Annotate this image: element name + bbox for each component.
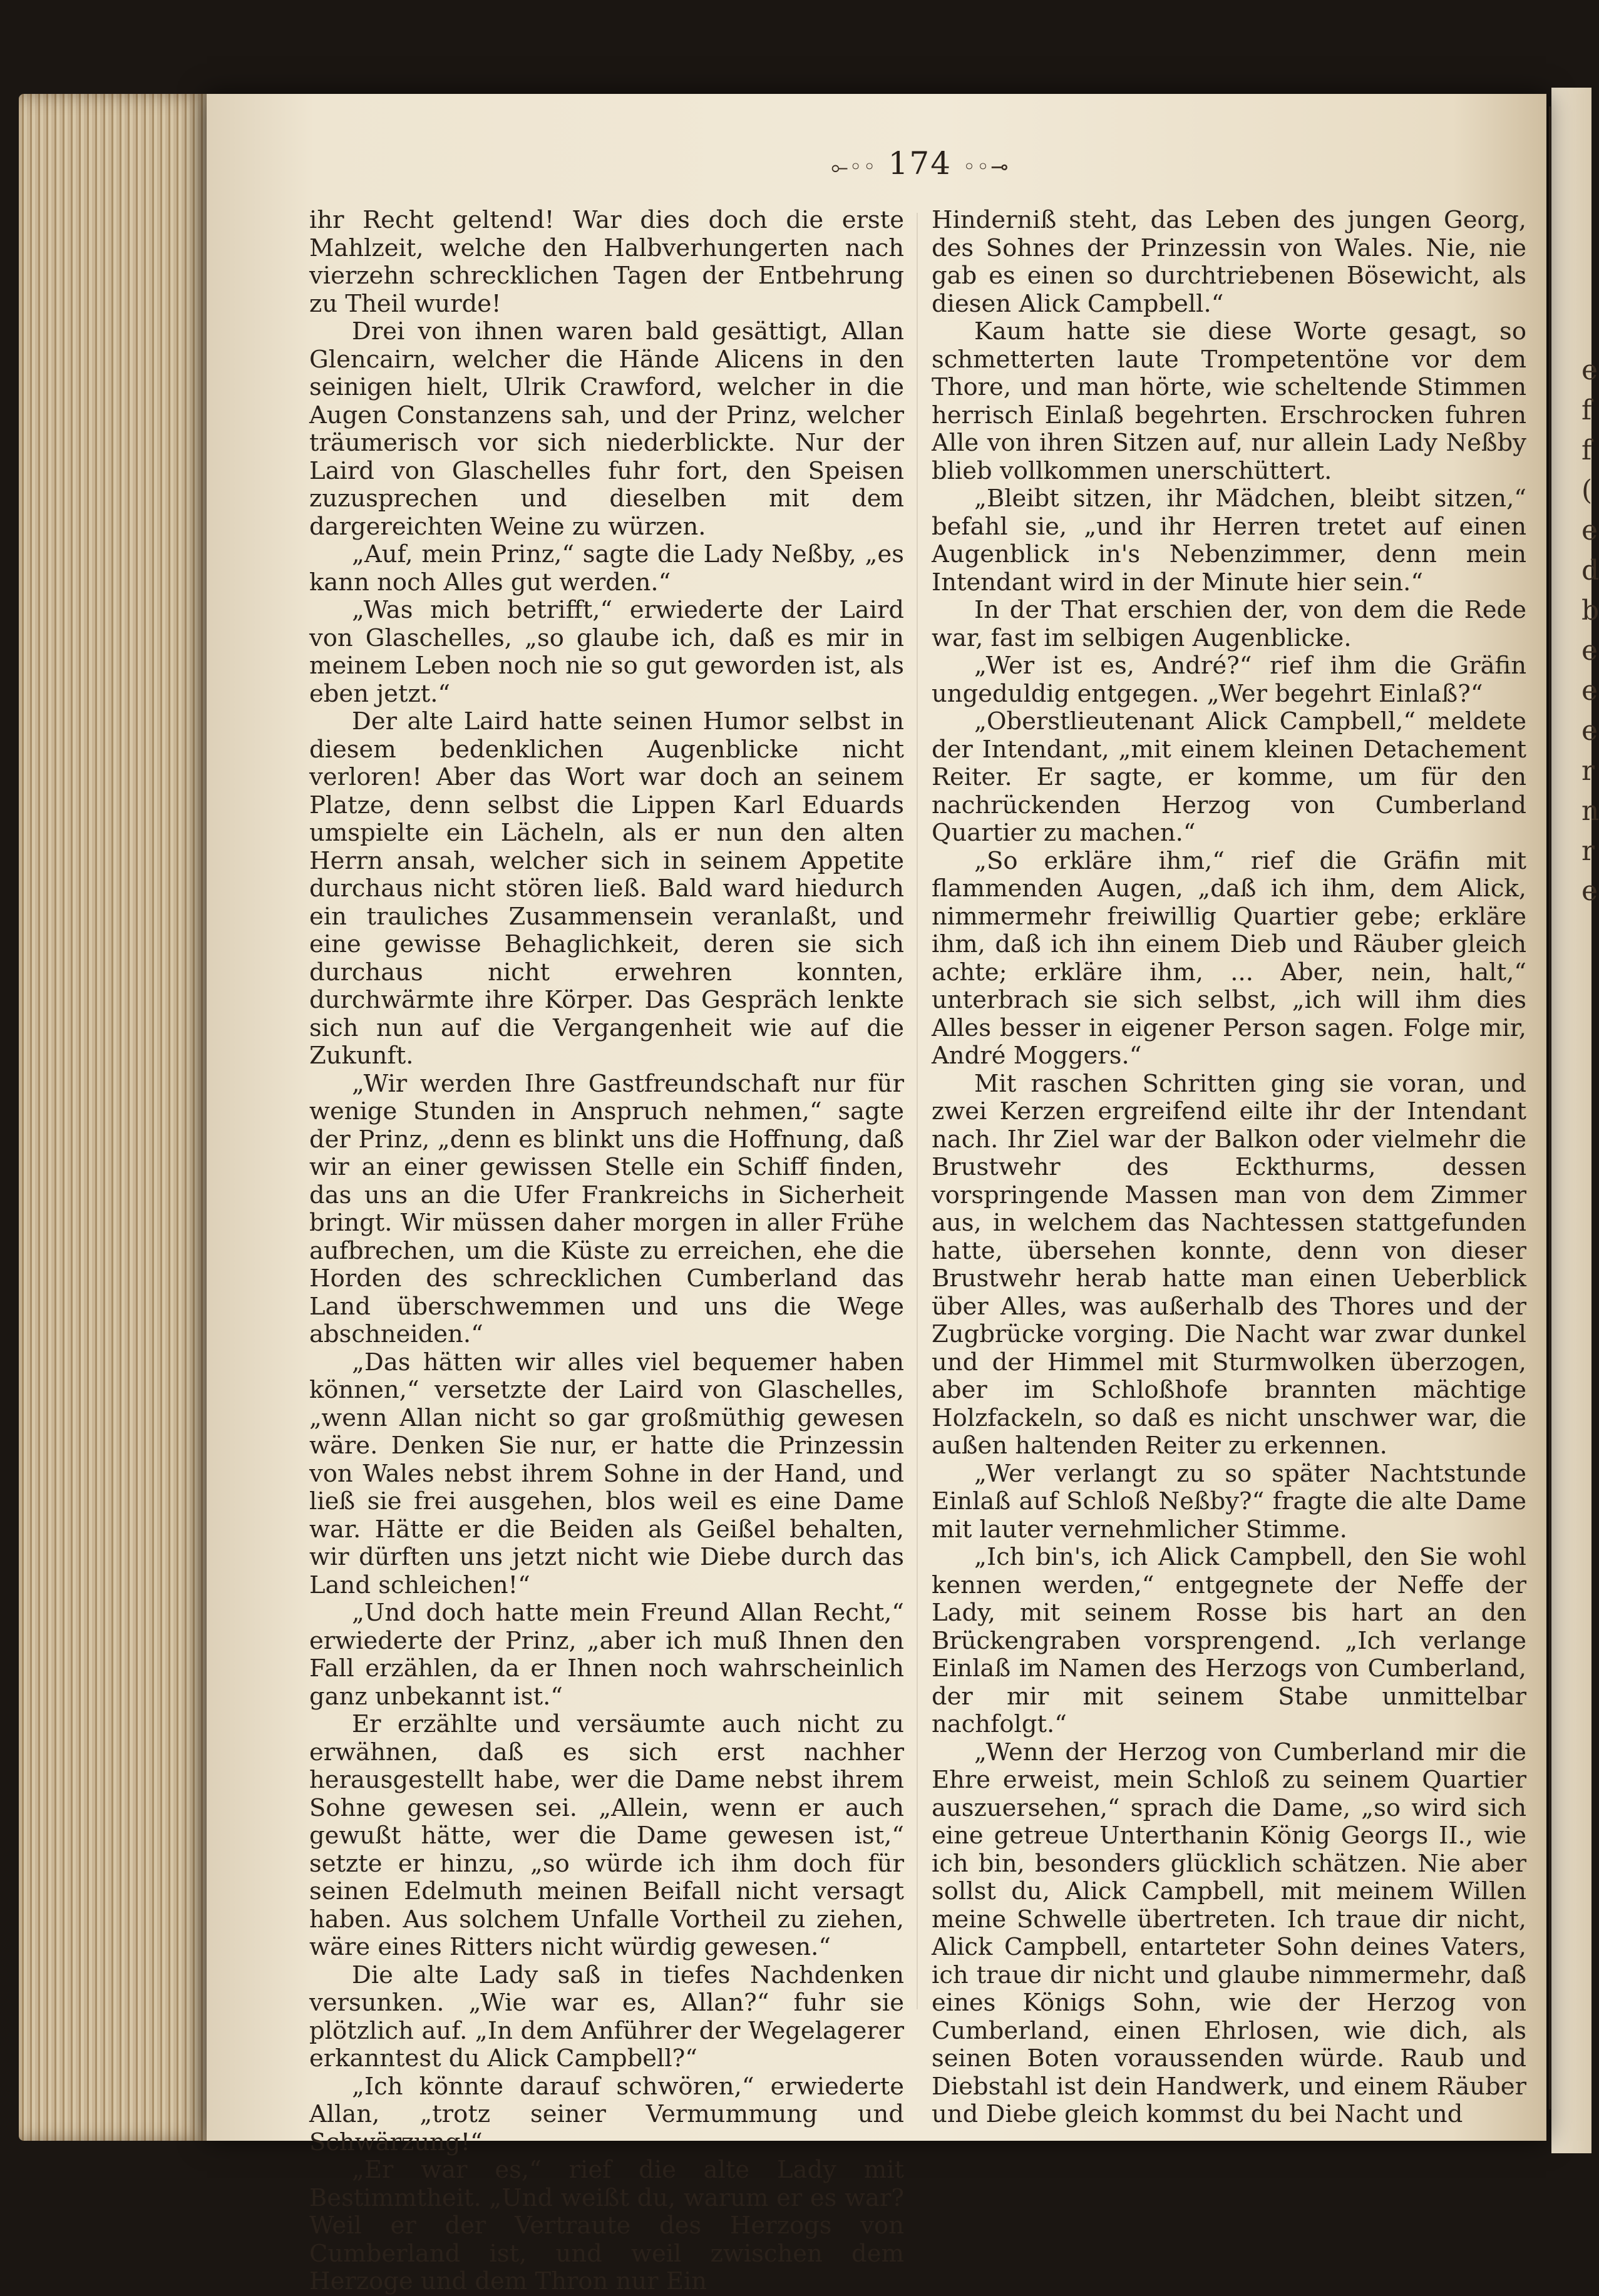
paragraph: „Er war es,“ rief die alte Lady mit Bestimmtheit. „Und weißt du, warum er es war? Weil er der Vertraute des Herzogs von Cumberland ist, und weil zwischen dem Herzoge und dem Thron nur Ein [309,2156,904,2295]
adjacent-page-letter: n [1581,795,1599,827]
adjacent-page-letter: ( [1581,474,1593,506]
column-gutter [917,213,918,2009]
text-column-right [932,207,1526,2129]
paragraph: „Auf, mein Prinz,“ sagte die Lady Neßby, „es kann noch Alles gut werden.“ [309,540,904,597]
paragraph: „Das hätten wir alles viel bequemer haben können,“ versetzte der Laird von Glaschelles, „wenn Allan nicht so gar großmüthig gewesen wäre. Denken Sie nur, er hatte die Prinzessin von Wales nebst ihrem Sohne in der Hand, und ließ sie frei ausgehen, blos weil es eine Dame war. Hätte er die Beiden als Geißel behalten, wir dürften uns jetzt nicht wie Diebe durch das Land schleichen!“ [309,1348,904,1599]
paragraph: „Wenn der Herzog von Cumberland mir die Ehre erweist, mein Schloß zu seinem Quartier auszuersehen,“ sprach die Dame, „so wird sich eine getreue Unterthanin König Georgs II., wie ich bin, besonders glücklich schätzen. Nie aber sollst du, Alick Campbell, mit meinem Willen meine Schwelle übertreten. Ich traue dir nicht, Alick Campbell, entarteter Sohn deines Vaters, ich traue dir nicht und glaube nimmermehr, daß eines Königs Sohn, wie der Herzog von Cumberland, einen Ehrlosen, wie dich, als seinen Boten voraussenden würde. Raub und Diebstahl ist dein Handwerk, und einem Räuber und Diebe gleich kommst du bei Nacht und [932,1738,1526,2128]
adjacent-page-letter: e [1581,354,1598,386]
paragraph: Hinderniß steht, das Leben des jungen Georg, des Sohnes der Prinzessin von Wales. Nie, nie gab es einen so durchtriebenen Bösewicht, als diesen Alick Campbell.“ [932,206,1526,318]
paragraph: Die alte Lady saß in tiefes Nachdenken versunken. „Wie war es, Allan?“ fuhr sie plötzlich auf. „In dem Anführer der Wegelagerer erkanntest du Alick Campbell?“ [309,1960,904,2073]
paragraph: „Wer ist es, André?“ rief ihm die Gräfin ungeduldig entgegen. „Wer begehrt Einlaß?“ [932,652,1526,708]
adjacent-page-letter: f [1581,394,1592,426]
adjacent-page-letter: r [1581,835,1595,867]
ornament-left: ⟜◦◦ [831,155,877,180]
paragraph: Der alte Laird hatte seinen Humor selbst in diesem bedenklichen Augenblicke nicht verloren! Aber das Wort war doch an seinem Platze, denn selbst die Lippen Karl Eduards umspielte ein Lächeln, als er nun den alten Herrn ansah, welcher sich in seinem Appetite durchaus nicht stören ließ. Bald ward hiedurch ein trauliches Zusammensein veranlaßt, und eine gewisse Behaglichkeit, deren sie sich durchaus nicht erwehren konnten, durchwärmte ihre Körper. Das Gespräch lenkte sich nun auf die Vergangenheit wie auf die Zukunft. [309,707,904,1070]
adjacent-page-letter: f [1581,434,1592,466]
paragraph: „Wer verlangt zu so später Nachtstunde Einlaß auf Schloß Neßby?“ fragte die alte Dame mit lauter vernehmlicher Stimme. [932,1459,1526,1544]
paragraph: Drei von ihnen waren bald gesättigt, Allan Glencairn, welcher die Hände Alicens in den seinigen hielt, Ulrik Crawford, welcher in die Augen Constanzens sah, und der Prinz, welcher träumerisch vor sich niederblickte. Nur der Laird von Glaschelles fuhr fort, den Speisen zuzusprechen und dieselben mit dem dargereichten Weine zu würzen. [309,317,904,541]
paragraph: Kaum hatte sie diese Worte gesagt, so schmetterten laute Trompetentöne vor dem Thore, und man hörte, wie scheltende Stimmen herrisch Einlaß begehrten. Erschrocken fuhren Alle von ihren Sitzen auf, nur allein Lady Neßby blieb vollkommen unerschüttert. [932,317,1526,485]
adjacent-page-letter: e [1581,715,1598,747]
paragraph: „Und doch hatte mein Freund Allan Recht,“ erwiederte der Prinz, „aber ich muß Ihnen den Fall erzählen, da er Ihnen noch wahrscheinlich ganz unbekannt ist.“ [309,1599,904,1711]
adjacent-page-letter: e [1581,675,1598,707]
paragraph: „Bleibt sitzen, ihr Mädchen, bleibt sitzen,“ befahl sie, „und ihr Herren tretet auf einen Augenblick in's Nebenzimmer, denn mein Intendant wird in der Minute hier sein.“ [932,484,1526,597]
paragraph: „Oberstlieutenant Alick Campbell,“ meldete der Intendant, „mit einem kleinen Detachement Reiter. Er sagte, er komme, um für den nachrückenden Herzog von Cumberland Quartier zu machen.“ [932,707,1526,847]
paragraph: In der That erschien der, von dem die Rede war, fast im selbigen Augenblicke. [932,596,1526,652]
ornament-right: ◦◦⊸ [962,155,1010,180]
adjacent-page-letter: d [1581,555,1599,587]
adjacent-page-fragments [1581,351,1599,911]
adjacent-page-letter: b [1581,595,1599,627]
paragraph: „Ich könnte darauf schwören,“ erwiederte Allan, „trotz seiner Vermummung und Schwärzung!“ [309,2072,904,2156]
page-number: 174 [888,145,952,182]
paragraph: „Wir werden Ihre Gastfreundschaft nur für wenige Stunden in Anspruch nehmen,“ sagte der Prinz, „denn es blinkt uns die Hoffnung, daß wir an einer gewissen Stelle ein Schiff finden, das uns an die Ufer Frankreichs in Sicherheit bringt. Wir müssen daher morgen in aller Frühe aufbrechen, um die Küste zu erreichen, ehe die Horden des schrecklichen Cumberland das Land überschwemmen und uns die Wege abschneiden.“ [309,1069,904,1348]
page-binding-rule [1549,106,1551,2109]
paragraph: „Ich bin's, ich Alick Campbell, den Sie wohl kennen werden,“ entgegnete der Neffe der Lady, mit seinem Rosse bis hart an den Brückengraben vorsprengend. „Ich verlange Einlaß im Namen des Herzogs von Cumberland, der mir mit seinem Stabe unmittelbar nachfolgt.“ [932,1543,1526,1738]
text-column-left [309,207,904,2296]
adjacent-page-letter: e [1581,875,1598,907]
paragraph: „So erkläre ihm,“ rief die Gräfin mit flammenden Augen, „daß ich ihm, dem Alick, nimmermehr freiwillig Quartier gebe; erkläre ihm, daß ich ihn einem Dieb und Räuber gleich achte; erkläre ihm, ... Aber, nein, halt,“ unterbrach sie sich selbst, „ich will ihm dies Alles besser in eigener Person sagen. Folge mir, André Moggers.“ [932,846,1526,1070]
paragraph: „Was mich betrifft,“ erwiederte der Laird von Glaschelles, „so glaube ich, daß es mir in meinem Leben noch nie so gut geworden ist, als eben jetzt.“ [309,596,904,708]
book-page-edges [19,94,213,2141]
paragraph: Mit raschen Schritten ging sie voran, und zwei Kerzen ergreifend eilte ihr der Intendant nach. Ihr Ziel war der Balkon oder vielmehr die Brustwehr des Eckthurms, dessen vorspringende Massen man von dem Zimmer aus, in welchem das Nachtessen stattgefunden hatte, übersehen konnte, denn von dieser Brustwehr herab hatte man einen Ueberblick über Alles, was außerhalb des Thores und der Zugbrücke vorging. Die Nacht war zwar dunkel und der Himmel mit Sturmwolken überzogen, aber im Schloßhofe brannten mächtige Holzfackeln, so daß es nicht unschwer war, die außen haltenden Reiter zu erkennen. [932,1069,1526,1460]
adjacent-page-letter: r [1581,755,1595,787]
paragraph: Er erzählte und versäumte auch nicht zu erwähnen, daß es sich erst nachher herausgestellt habe, wer die Dame nebst ihrem Sohne gewesen sei. „Allein, wenn er auch gewußt hätte, wer die Dame gewesen ist,“ setzte er hinzu, „so würde ich ihm doch für seinen Edelmuth meinen Beifall nicht versagt haben. Aus solchem Unfalle Vortheil zu ziehen, wäre eines Ritters nicht würdig gewesen.“ [309,1710,904,1961]
page-header [808,145,1033,182]
paragraph: ihr Recht geltend! War dies doch die erste Mahlzeit, welche den Halbverhungerten nach vierzehn schrecklichen Tagen der Entbehrung zu Theil wurde! [309,206,904,318]
adjacent-page-letter: e [1581,635,1598,667]
adjacent-page-letter: e [1581,515,1598,546]
